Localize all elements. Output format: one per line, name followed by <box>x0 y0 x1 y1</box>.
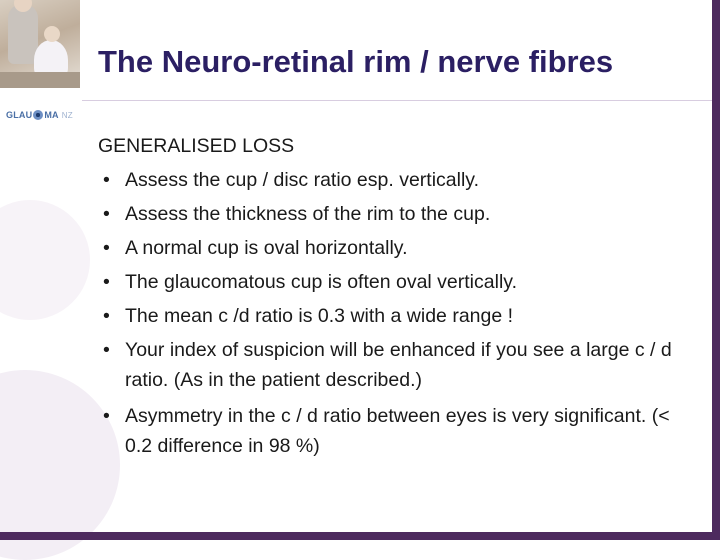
slide-body <box>98 133 698 469</box>
bottom-frame-bar <box>0 532 720 540</box>
photo-child-head <box>44 26 60 42</box>
logo-text-right: MA <box>44 110 59 120</box>
logo-suffix: NZ <box>61 110 73 120</box>
corner-photo <box>0 0 80 88</box>
bullet-item: • The glaucomatous cup is often oval vertically. <box>98 269 698 295</box>
bullet-item: • Assess the cup / disc ratio esp. vertically. <box>98 167 698 193</box>
title-divider <box>82 100 712 101</box>
bullet-item: • Asymmetry in the c / d ratio between eyes is very significant. (< 0.2 difference in 98 %) <box>98 401 698 461</box>
right-frame-bar <box>712 0 720 540</box>
photo-ground <box>0 72 80 88</box>
bullet-item: • The mean c /d ratio is 0.3 with a wide range ! <box>98 303 698 329</box>
bullet-item: • A normal cup is oval horizontally. <box>98 235 698 261</box>
logo-text-left: GLAU <box>6 110 33 120</box>
eye-icon <box>33 110 43 120</box>
slide-title: The Neuro-retinal rim / nerve fibres <box>98 44 614 79</box>
bullet-item: • Your index of suspicion will be enhanced if you see a large c / d ratio. (As in the patient described.) <box>98 335 698 395</box>
bullet-item: • Assess the thickness of the rim to the cup. <box>98 201 698 227</box>
section-heading: GENERALISED LOSS <box>98 135 295 157</box>
glaucoma-nz-logo <box>6 108 73 122</box>
bullet-list <box>98 167 698 461</box>
